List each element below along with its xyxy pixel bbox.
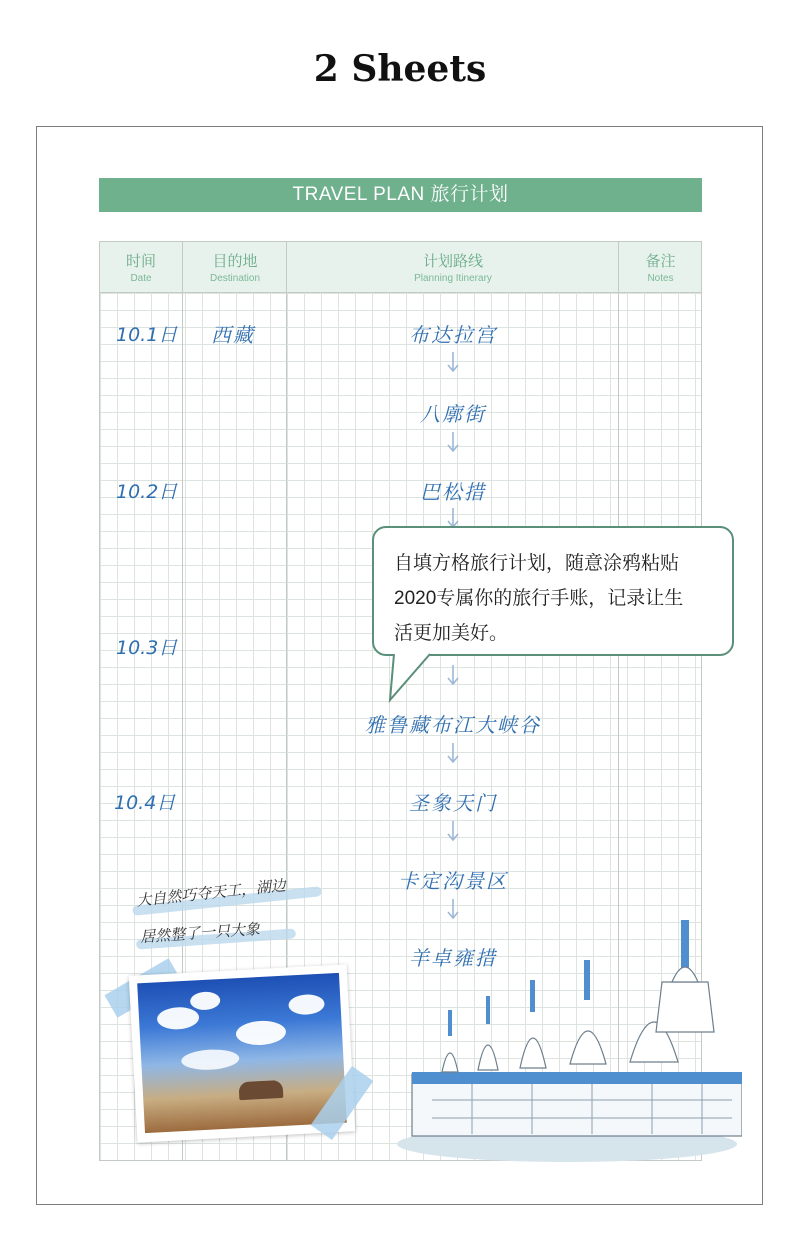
column-header-zh: 时间 bbox=[125, 253, 156, 270]
stupa-illustration bbox=[392, 912, 742, 1168]
route-stop: 雅鲁藏布江大峡谷 bbox=[365, 713, 541, 737]
date-entry: 10.2日 bbox=[116, 481, 178, 503]
route-stop: 圣象天门 bbox=[409, 791, 497, 815]
column-header-en: Notes bbox=[647, 273, 674, 284]
column-header-itinerary bbox=[287, 250, 619, 284]
destination-entry: 西藏 bbox=[211, 323, 255, 347]
date-entry: 10.4日 bbox=[114, 792, 176, 814]
speech-bubble-line: 自填方格旅行计划，随意涂鸦粘贴 bbox=[394, 553, 680, 574]
down-arrow-icon bbox=[446, 742, 460, 764]
speech-bubble-line: 活更加美好。 bbox=[394, 623, 509, 644]
handwritten-note-line: 居然整了一只大象 bbox=[139, 919, 261, 947]
date-entry: 10.3日 bbox=[116, 637, 178, 659]
route-stop: 布达拉宫 bbox=[409, 323, 497, 347]
down-arrow-icon bbox=[446, 820, 460, 842]
speech-bubble-line: 2020专属你的旅行手账，记录让生 bbox=[394, 588, 684, 609]
down-arrow-icon bbox=[446, 351, 460, 373]
handwritten-note-line: 大自然巧夺天工，湖边 bbox=[135, 876, 287, 910]
column-header-en: Date bbox=[130, 273, 152, 284]
down-arrow-icon bbox=[446, 664, 460, 686]
date-entry: 10.1日 bbox=[116, 324, 178, 346]
column-header-date bbox=[99, 250, 183, 284]
page-heading: 2 Sheets bbox=[313, 48, 487, 90]
column-header-zh: 计划路线 bbox=[422, 253, 483, 270]
column-header-en: Planning Itinerary bbox=[414, 273, 492, 284]
column-header-zh: 目的地 bbox=[212, 253, 258, 270]
column-header-en: Destination bbox=[209, 273, 261, 284]
route-stop: 八廓街 bbox=[420, 402, 486, 426]
column-header-notes bbox=[619, 250, 702, 284]
column-header-zh: 备注 bbox=[645, 253, 676, 270]
route-stop: 巴松措 bbox=[420, 480, 486, 504]
speech-bubble-text bbox=[394, 546, 724, 651]
column-header-destination bbox=[183, 250, 287, 284]
travel-plan-banner: TRAVEL PLAN 旅行计划 bbox=[99, 178, 702, 212]
down-arrow-icon bbox=[446, 431, 460, 453]
route-stop: 羊卓雍措 bbox=[409, 946, 497, 970]
speech-bubble-tail bbox=[386, 652, 446, 704]
route-stop: 卡定沟景区 bbox=[398, 869, 508, 893]
